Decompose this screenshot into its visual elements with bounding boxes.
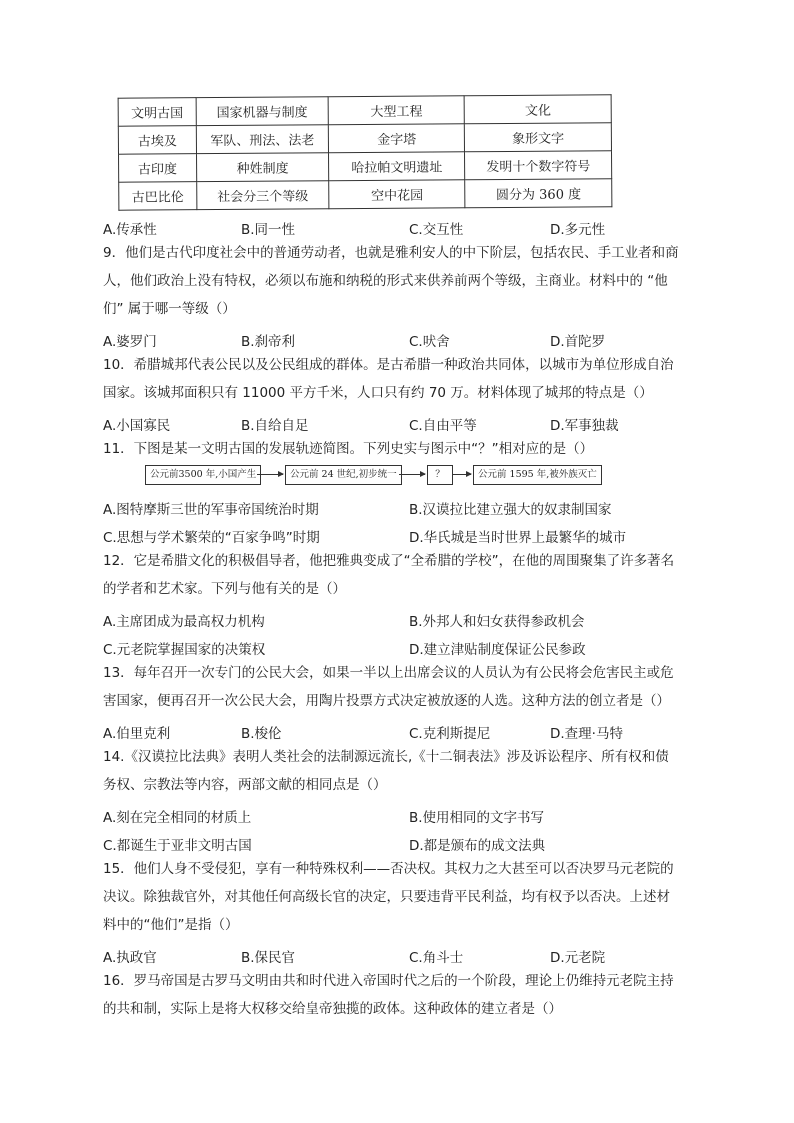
option-c[interactable]: C.都诞生于亚非文明古国 <box>103 838 252 854</box>
question-line: 13．每年召开一次专门的公民大会，如果一半以上出席会议的人员认为有公民将会危害民主或危 <box>103 665 674 681</box>
table-cell: 空中花园 <box>329 180 466 209</box>
option-d[interactable]: D.元老院 <box>550 950 606 966</box>
question-line: 16．罗马帝国是古罗马文明由共和时代进入帝国时代之后的一个阶段，理论上仍维持元老院主持 <box>103 973 674 989</box>
timeline-stage: 公元前3500 年,小国产生 <box>145 465 261 485</box>
option-a[interactable]: A.刻在完全相同的材质上 <box>103 810 252 826</box>
table-cell: 哈拉帕文明遗址 <box>329 152 466 181</box>
option-c[interactable]: C.克利斯提尼 <box>409 726 491 742</box>
option-d[interactable]: D.华氏城是当时世界上最繁华的城市 <box>409 530 627 546</box>
question-line: 10．希腊城邦代表公民以及公民组成的群体。是古希腊一种政治共同体，以城市为单位形成自治 <box>103 357 674 373</box>
option-a[interactable]: A.传承性 <box>103 222 157 238</box>
question-line: 们” 属于哪一等级（） <box>103 301 236 317</box>
arrow-right-icon <box>257 474 283 475</box>
timeline-stage: 公元前 24 世纪,初步统一 <box>285 465 402 485</box>
question-line: 国家。该城邦面积只有 11000 平方千米，人口只有约 70 万。材料体现了城邦的特点是（） <box>103 385 653 401</box>
option-d[interactable]: D.多元性 <box>550 222 606 238</box>
option-c[interactable]: C.思想与学术繁荣的“百家争鸣”时期 <box>103 530 320 546</box>
question-15 <box>103 855 693 939</box>
question-line: 决议。除独裁官外，对其他任何高级长官的决定，只要违背平民利益，均有权予以否决。上述材 <box>103 889 670 905</box>
option-a[interactable]: A.图特摩斯三世的军事帝国统治时期 <box>103 502 319 518</box>
option-a[interactable]: A.执政官 <box>103 950 157 966</box>
civilization-table <box>118 94 613 210</box>
table-cell: 圆分为 360 度 <box>465 179 612 208</box>
timeline-stage: 公元前 1595 年,被外族灭亡 <box>473 465 602 485</box>
table-cell: 发明十个数字符号 <box>465 151 612 180</box>
question-line: 务权、宗教法等内容，两部文献的相同点是（） <box>103 777 387 793</box>
question-line: 12．它是希腊文化的积极倡导者，他把雅典变成了“全希腊的学校”，在他的周围聚集了许多著名 <box>103 553 675 569</box>
option-b[interactable]: B.刹帝利 <box>241 334 296 350</box>
option-c[interactable]: C.交互性 <box>409 222 464 238</box>
option-b[interactable]: B.同一性 <box>241 222 296 238</box>
option-d[interactable]: D.查理·马特 <box>550 726 623 742</box>
table-cell: 种姓制度 <box>196 153 329 182</box>
question-line: 14.《汉谟拉比法典》表明人类社会的法制源远流长,《十二铜表法》涉及诉讼程序、所有权和债 <box>103 749 669 765</box>
table-cell: 古埃及 <box>118 126 196 155</box>
table-cell: 文化 <box>465 95 612 124</box>
option-a[interactable]: A.小国寡民 <box>103 418 171 434</box>
option-d[interactable]: D.军事独裁 <box>550 418 619 434</box>
arrow-right-icon <box>399 474 425 475</box>
question-line: 料中的“他们”是指（） <box>103 917 239 933</box>
question-10 <box>103 351 693 407</box>
option-b[interactable]: B.外邦人和妇女获得参政机会 <box>409 614 585 630</box>
table-row <box>118 123 611 154</box>
option-a[interactable]: A.伯里克利 <box>103 726 171 742</box>
arrow-right-icon <box>453 474 471 475</box>
table-cell: 大型工程 <box>328 96 465 125</box>
table-cell: 象形文字 <box>465 123 612 152</box>
option-d[interactable]: D.首陀罗 <box>550 334 606 350</box>
table-cell: 社会分三个等级 <box>196 181 329 210</box>
question-line: 9．他们是古代印度社会中的普通劳动者，也就是雅利安人的中下阶层，包括农民、手工业者和商 <box>103 245 679 261</box>
table-row <box>119 179 612 210</box>
option-d[interactable]: D.建立津贴制度保证公民参政 <box>409 642 586 658</box>
timeline-stage: ？ <box>427 465 453 485</box>
question-line: 人，他们政治上没有特权，必须以布施和纳税的形式来供养前两个等级，主商业。材料中的 “他 <box>103 273 668 289</box>
option-a[interactable]: A.婆罗门 <box>103 334 157 350</box>
option-b[interactable]: B.使用相同的文字书写 <box>409 810 545 826</box>
option-b[interactable]: B.保民官 <box>241 950 296 966</box>
option-b[interactable]: B.梭伦 <box>241 726 282 742</box>
table-cell: 国家机器与制度 <box>196 97 329 126</box>
question-12 <box>103 547 693 603</box>
table-cell: 文明古国 <box>118 98 196 127</box>
question-line: 15．他们人身不受侵犯，享有一种特殊权利——否决权。其权力之大甚至可以否决罗马元老院的 <box>103 861 674 877</box>
question-line: 11．下图是某一文明古国的发展轨迹简图。下列史实与图示中“？”相对应的是（） <box>103 441 594 457</box>
question-line: 害国家，便再召开一次公民大会，用陶片投票方式决定被放逐的人选。这种方法的创立者是（） <box>103 693 670 709</box>
table-cell: 古印度 <box>119 154 197 183</box>
option-c[interactable]: C.吠舍 <box>409 334 450 350</box>
question-9 <box>103 239 693 323</box>
question-16 <box>103 967 693 1023</box>
question-line: 的学者和艺术家。下列与他有关的是（） <box>103 581 346 597</box>
option-b[interactable]: B.自给自足 <box>241 418 309 434</box>
option-b[interactable]: B.汉谟拉比建立强大的奴隶制国家 <box>409 502 612 518</box>
question-14 <box>103 743 693 799</box>
option-c[interactable]: C.自由平等 <box>409 418 477 434</box>
option-c[interactable]: C.角斗士 <box>409 950 464 966</box>
question-line: 的共和制，实际上是将大权移交给皇帝独揽的政体。这种政体的建立者是（） <box>103 1001 562 1017</box>
question-13 <box>103 659 693 715</box>
option-d[interactable]: D.都是颁布的成文法典 <box>409 838 546 854</box>
option-c[interactable]: C.元老院掌握国家的决策权 <box>103 642 266 658</box>
table-row <box>119 151 612 182</box>
table-cell: 古巴比伦 <box>119 182 197 211</box>
option-a[interactable]: A.主席团成为最高权力机构 <box>103 614 265 630</box>
table-cell: 金字塔 <box>328 124 465 153</box>
table-cell: 军队、刑法、法老 <box>196 125 329 154</box>
timeline-diagram <box>145 459 615 489</box>
table-header-row <box>118 95 611 126</box>
